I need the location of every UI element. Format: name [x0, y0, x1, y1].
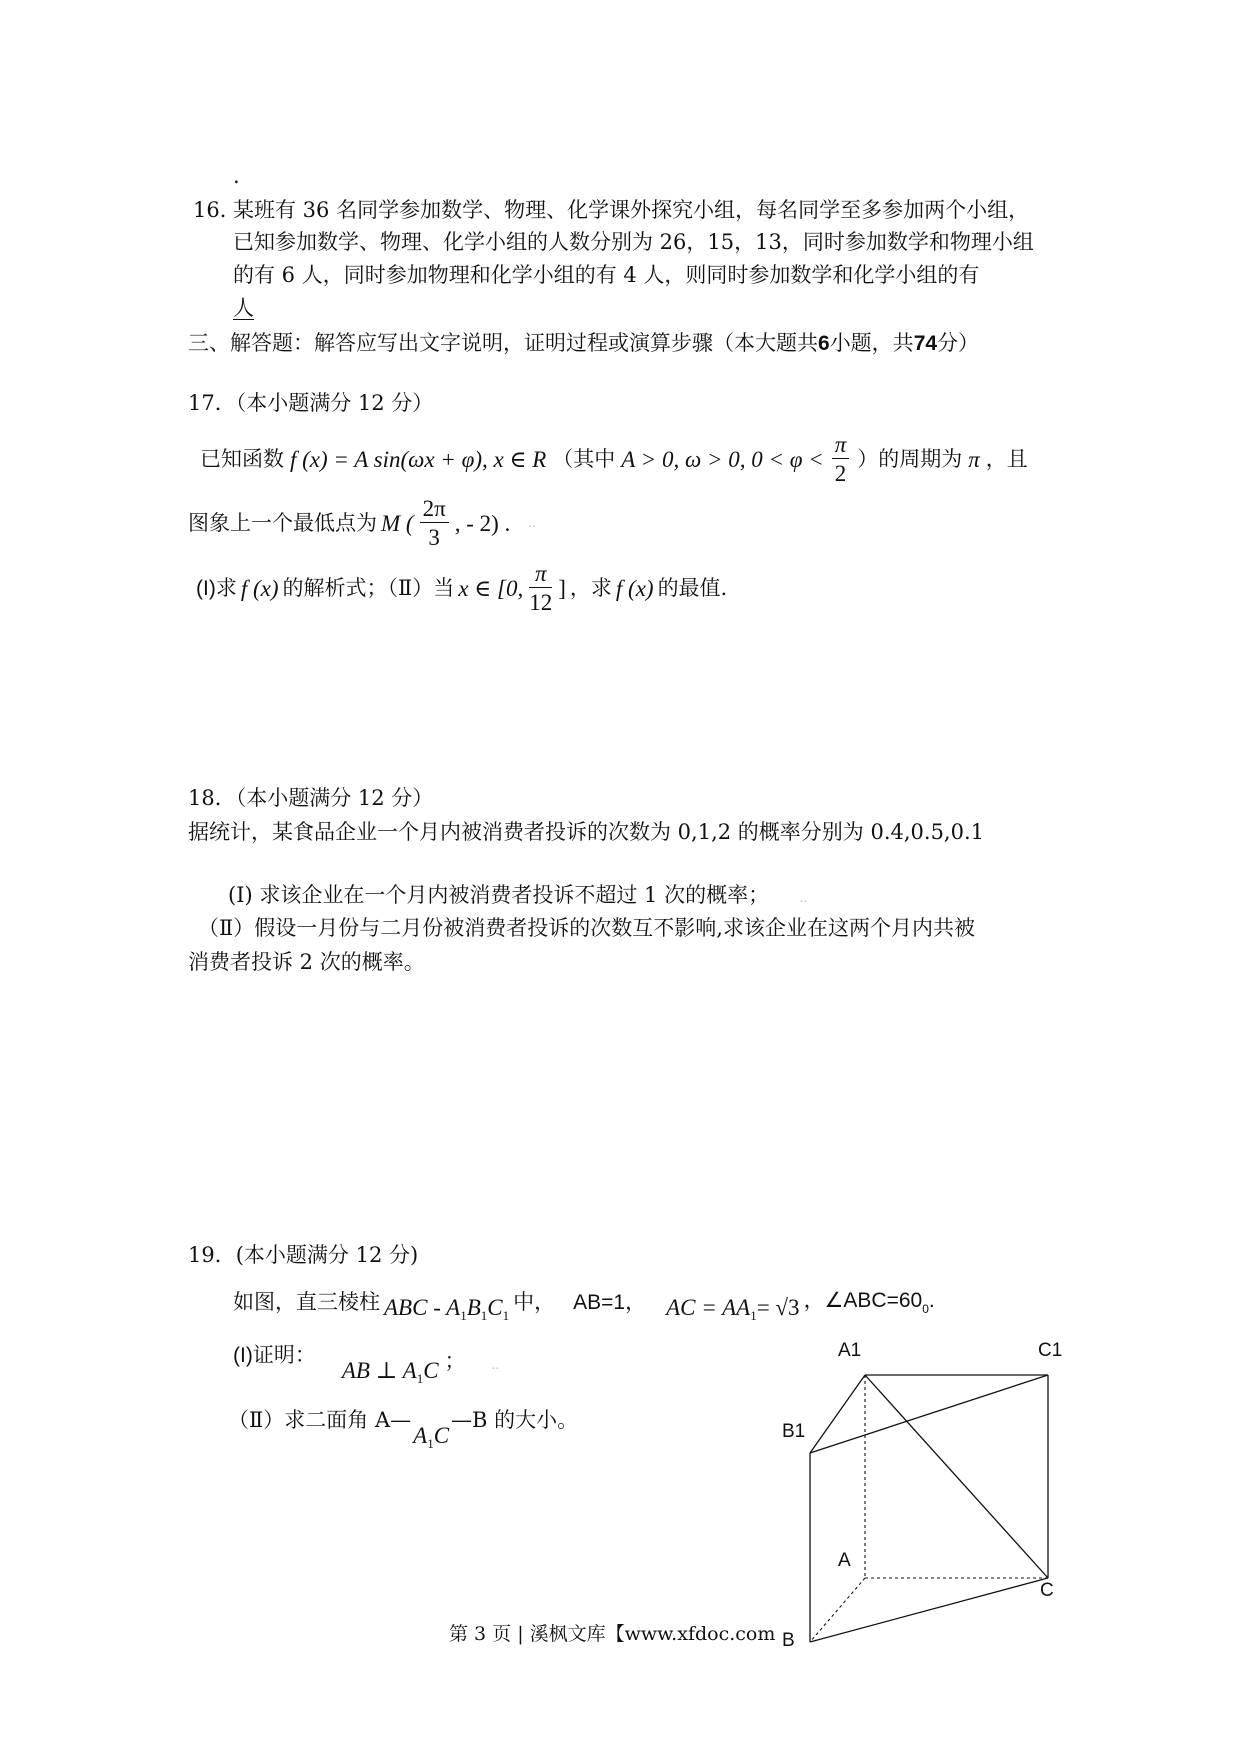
q17-two-pi-num: 2π — [420, 497, 449, 523]
q19-a1c-a: A — [413, 1423, 428, 1448]
q19-prism-c: C — [487, 1295, 503, 1320]
q17-header: 17．（本小题满分 12 分） — [188, 391, 434, 415]
q17-min-point-line — [188, 497, 536, 549]
q19-perp-sub: 1 — [416, 1371, 424, 1386]
q16-line2: 已知参加数学、物理、化学小组的人数分别为 26，15，13，同时参加数学和物理小组 — [233, 230, 1034, 254]
q18-part-ii-line1: （Ⅱ）假设一月份与二月份被消费者投诉的次数互不影响,求该企业在这两个月内共被 — [198, 916, 975, 940]
edge-b-c — [810, 1578, 1048, 1642]
q19-header: 19．(本小题满分 12 分) — [188, 1243, 419, 1267]
section3-heading — [188, 333, 979, 354]
q19-period: . — [928, 1288, 935, 1312]
q19-prism-abc-a: ABC - A — [384, 1295, 461, 1320]
q19-angle — [804, 1290, 935, 1315]
vertex-label-a: A — [838, 1550, 851, 1571]
q16-line3: 的有 6 人，同时参加物理和化学小组的有 4 人，则同时参加数学和化学小组的有 — [233, 263, 980, 287]
q17-pi-num: π — [832, 433, 850, 459]
q19-sub-a: 1 — [460, 1308, 467, 1323]
q18-part-i-text: (I) 求该企业在一个月内被消费者投诉不超过 1 次的概率； — [228, 883, 770, 907]
q19-ac-aa: AC = AA — [666, 1295, 751, 1320]
q19-part-ii-tail: —B 的大小。 — [451, 1408, 579, 1432]
q19-sub-c: 1 — [502, 1308, 510, 1323]
q19-zhong: 中， — [513, 1289, 556, 1314]
q17-function-expr: f (x) = A sin(ωx + φ), x ∈ R — [290, 446, 547, 472]
q17-twelve-den: 12 — [529, 590, 553, 615]
q16-number: 16． — [193, 198, 241, 222]
q19-prism-name — [384, 1296, 509, 1322]
q17-period-text: ）的周期为 — [857, 446, 963, 471]
q16-dot: . — [233, 164, 240, 188]
q17-point-tail: , - 2) . — [454, 510, 511, 536]
vertex-label-c: C — [1040, 1580, 1054, 1601]
q18-part-ii-line2: 消费者投诉 2 次的概率。 — [188, 950, 425, 974]
page-footer: 第 3 页 | 溪枫文库【www.xfdoc.com — [449, 1623, 776, 1645]
q16-line1: 某班有 36 名同学参加数学、物理、化学课外探究小组，每名同学至多参加两个小组， — [233, 198, 1030, 222]
q17-parts-line — [196, 562, 727, 614]
q17-fx2: f (x) — [615, 575, 654, 601]
q19-sqrt3: = √3 — [756, 1295, 800, 1320]
q17-mark: .. — [528, 516, 536, 530]
vertex-label-a1: A1 — [838, 1340, 862, 1361]
q17-bracket: ] — [558, 575, 566, 601]
q18-part-i — [228, 885, 807, 906]
vertex-label-b1: B1 — [782, 1421, 806, 1442]
q17-pi-over-2 — [832, 433, 850, 485]
q19-a1c-sub: 1 — [427, 1436, 434, 1451]
q19-part-ii — [228, 1410, 578, 1450]
q17-given-line — [200, 433, 1028, 485]
q17-interval: x ∈ [0, — [458, 575, 524, 601]
q17-find-text: ，求 — [569, 575, 612, 600]
vertex-label-b: B — [782, 1630, 795, 1651]
edge-a1-b1 — [810, 1375, 865, 1453]
q17-period-value: π — [968, 446, 980, 472]
edge-b1-c1 — [810, 1375, 1048, 1453]
q19-perp-c: C — [423, 1358, 439, 1383]
vertex-label-c1: C1 — [1038, 1340, 1063, 1361]
q17-min-point-intro: 图象上一个最低点为 — [188, 510, 377, 535]
q19-degree: 0 — [922, 1301, 929, 1316]
section3-suffix: 分） — [937, 331, 980, 355]
q19-part-ii-intro: （Ⅱ）求二面角 A— — [228, 1408, 412, 1432]
hidden-edge-a-b — [810, 1578, 865, 1642]
q17-conditions: A > 0, ω > 0, 0 < φ < — [621, 446, 824, 472]
q19-sub-b: 1 — [480, 1308, 488, 1323]
q17-extremum-text: 的最值. — [657, 575, 728, 600]
q19-part-i — [233, 1345, 499, 1385]
q19-given-intro: 如图，直三棱柱 — [233, 1289, 380, 1314]
q19-prism-b: B — [466, 1295, 481, 1320]
q19-given-line — [233, 1282, 935, 1322]
q19-part-i-label: (I)证明： — [233, 1344, 316, 1367]
q17-three-den: 3 — [428, 525, 440, 550]
q17-given-paren: （其中 — [552, 446, 616, 471]
q18-statement: 据统计，某食品企业一个月内被消费者投诉的次数为 0,1,2 的概率分别为 0.4,0.5,0.1 — [188, 820, 984, 844]
q16-blank-unit: 人 — [233, 296, 254, 320]
q17-and: ，且 — [985, 446, 1028, 471]
section3-score: 74 — [913, 332, 938, 355]
section3-mid: 小题，共 — [829, 331, 914, 355]
section3-count: 6 — [818, 332, 830, 355]
q19-a1c-c: C — [433, 1423, 450, 1448]
q17-fx: f (x) — [240, 575, 279, 601]
q17-given-intro: 已知函数 — [200, 446, 284, 471]
q17-two-den: 2 — [834, 461, 847, 486]
q19-a1c — [413, 1424, 449, 1450]
q17-part-ii-text: 的解析式；（Ⅱ）当 — [282, 575, 455, 600]
q19-perp-a: AB ⊥ A — [341, 1358, 417, 1383]
q19-mark: .. — [491, 1358, 500, 1372]
q17-pi-over-12 — [529, 562, 552, 614]
q17-point-m: M ( — [381, 510, 414, 536]
q19-ab-eq: AB=1， — [573, 1290, 647, 1314]
prism-figure — [770, 1330, 1090, 1680]
q19-semi: ； — [444, 1349, 466, 1373]
q19-perp-expr — [342, 1359, 439, 1385]
q18-mark: .. — [799, 891, 808, 905]
section3-prefix: 三、解答题：解答应写出文字说明，证明过程或演算步骤（本大题共 — [188, 331, 818, 355]
q17-two-pi-over-3 — [420, 497, 449, 549]
q18-header: 18．（本小题满分 12 分） — [188, 786, 434, 810]
q17-pi-num2: π — [529, 562, 552, 588]
q19-sub-aa: 1 — [750, 1308, 757, 1323]
q19-angle-text: ，∠ABC=60 — [803, 1288, 923, 1312]
q19-ac-eq — [666, 1296, 799, 1322]
q17-part-i-label: (I)求 — [196, 576, 237, 600]
